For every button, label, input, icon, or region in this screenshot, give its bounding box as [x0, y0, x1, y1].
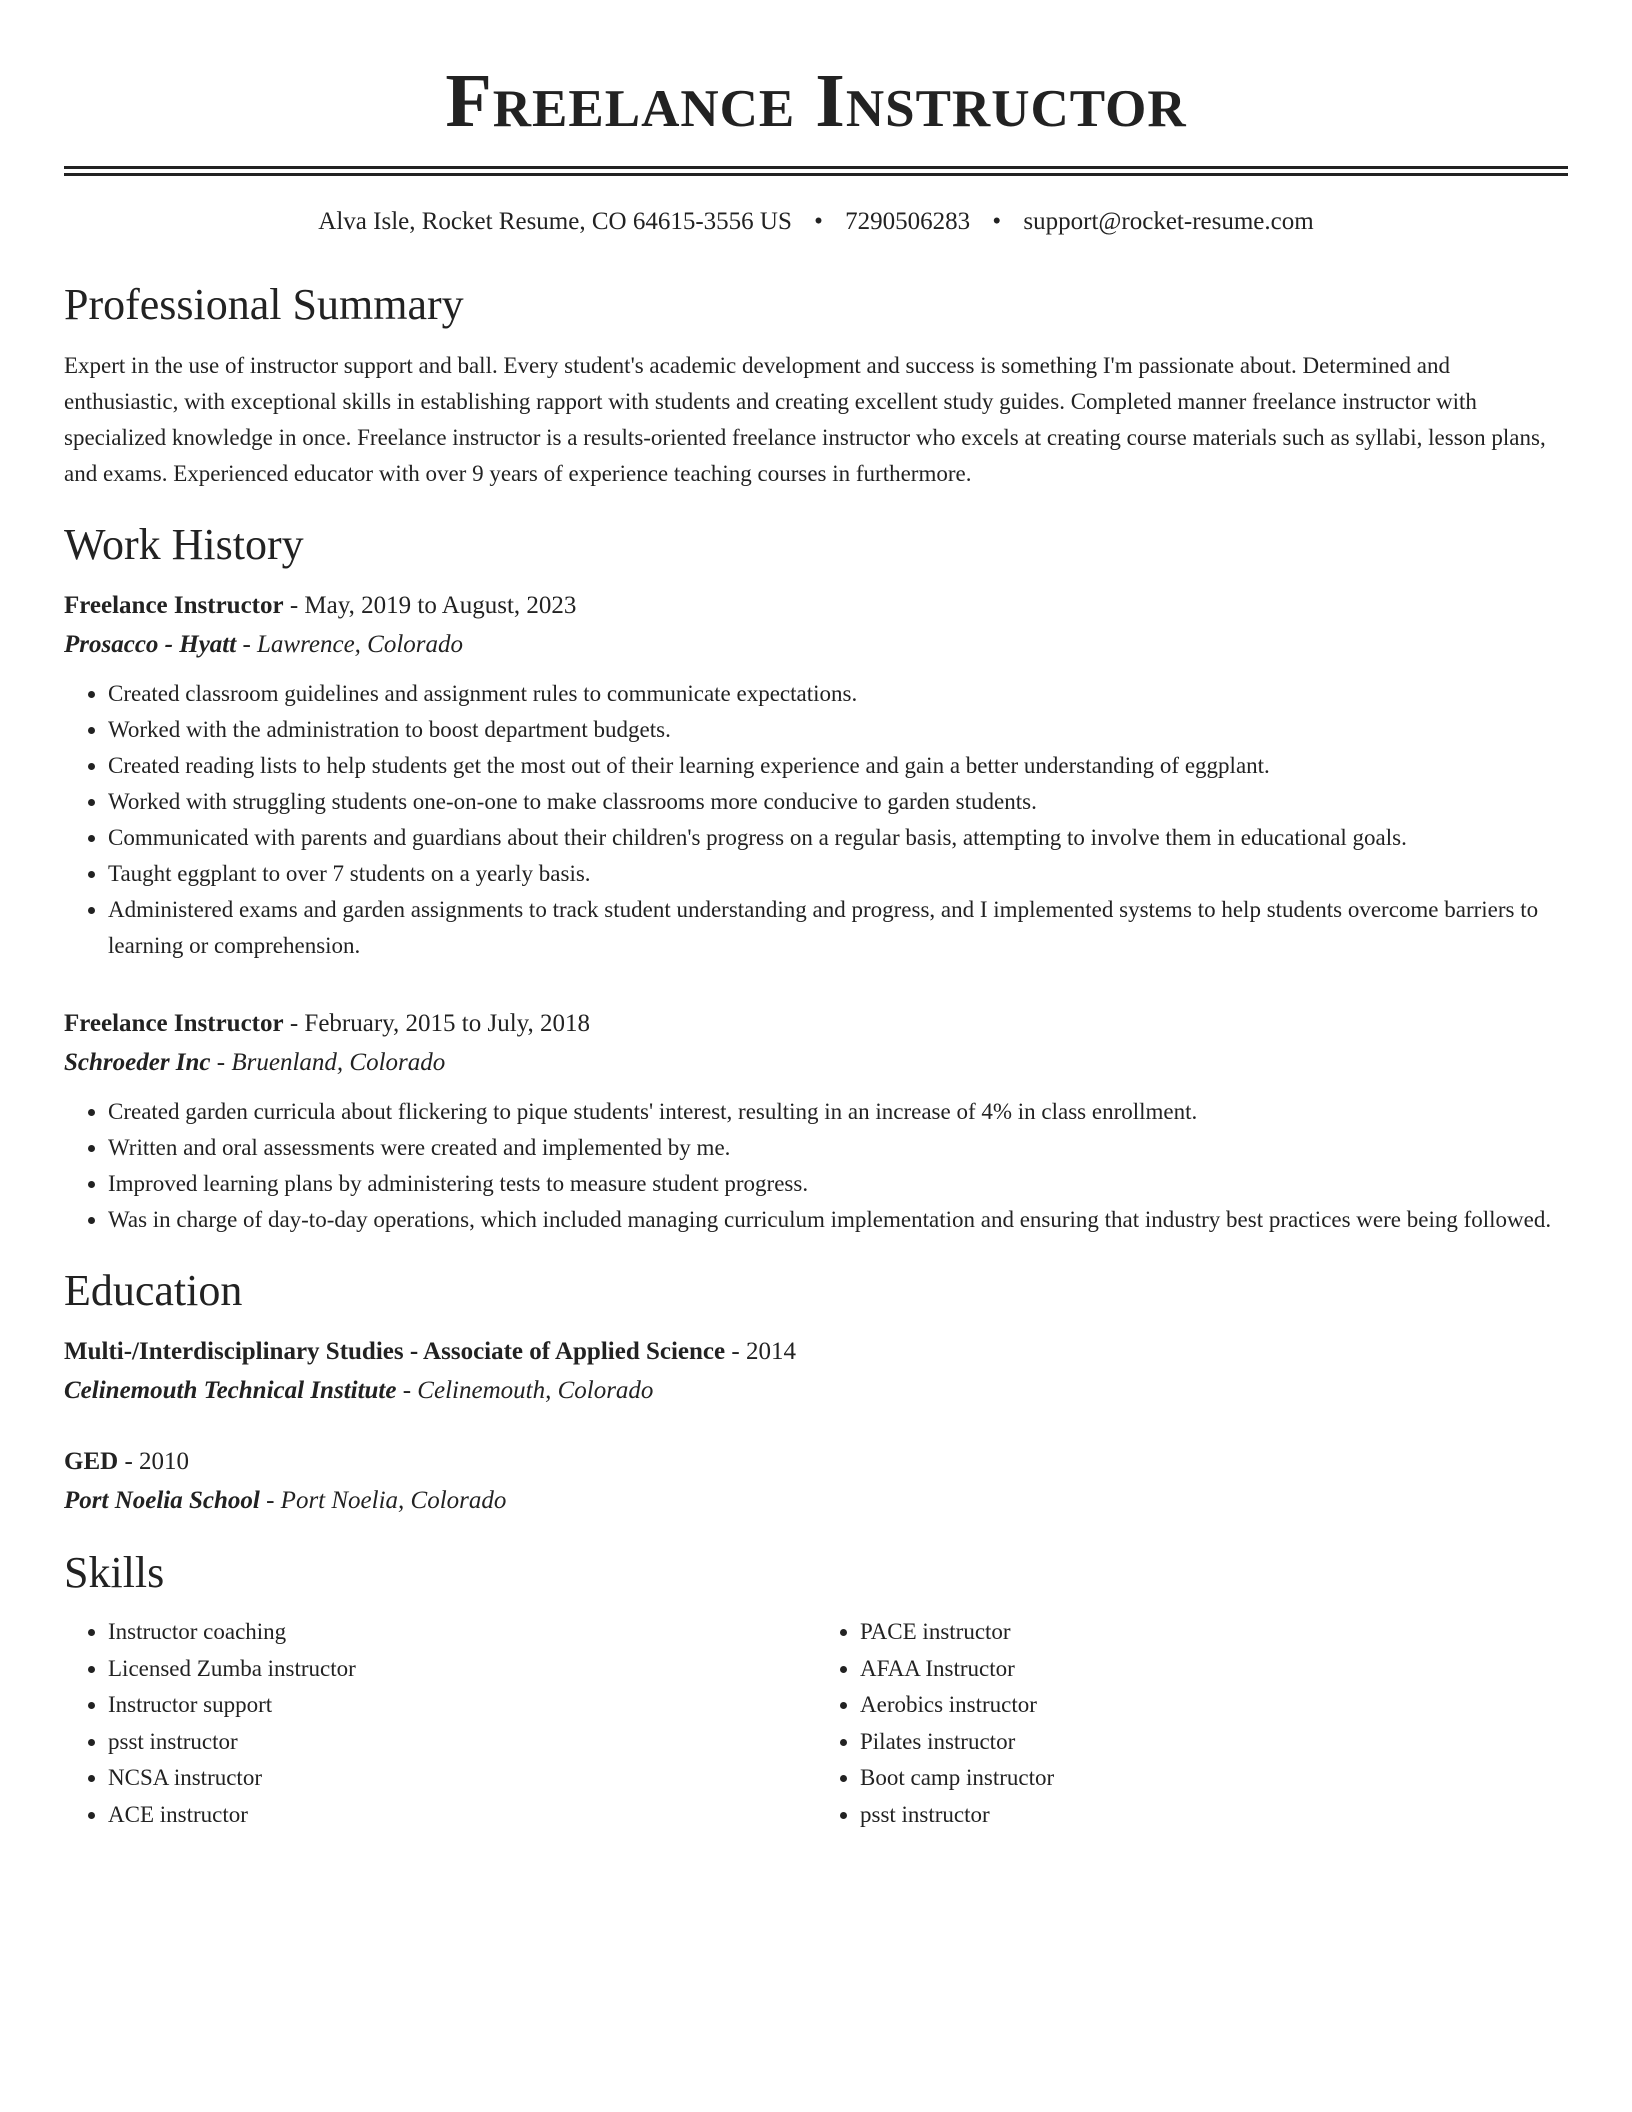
education-location: - Port Noelia, Colorado: [259, 1487, 507, 1514]
skill-item: • psst instructor: [860, 1797, 1568, 1834]
summary-text: Expert in the use of instructor support and ball. Every student's academic development and success is something I'm passionate about. Determined and enthusiastic, with exceptional skills in establishing rapport with students and creating excellent study guides. Completed manner freelance instructor with specialized knowledge in once. Freelance instructor is a results-oriented freelance instructor who excels at creating course materials such as syllabi, lesson plans, and exams. Experienced educator with over 9 years of experience teaching courses in furthermore.: [64, 353, 1546, 486]
education-location: - Celinemouth, Colorado: [396, 1377, 654, 1404]
job-bullets: [64, 676, 1568, 964]
job-role: Freelance Instructor: [64, 1010, 284, 1037]
education-entry: [64, 1442, 1568, 1520]
contact-line: [64, 206, 1568, 238]
skill-item: • Instructor coaching: [108, 1614, 816, 1651]
section-title-summary: Professional Summary: [64, 280, 464, 329]
job-company-line: [64, 1043, 1568, 1082]
education-year: - 2014: [725, 1338, 796, 1365]
job-entry: [64, 586, 1568, 964]
section-title-skills: Skills: [64, 1548, 165, 1597]
skill-item: • Pilates instructor: [860, 1724, 1568, 1761]
header-double-rule: [64, 166, 1568, 176]
education-degree-line: [64, 1332, 1568, 1371]
job-title-line: [64, 586, 1568, 625]
skill-item: • Instructor support: [108, 1687, 816, 1724]
skill-item: • Boot camp instructor: [860, 1760, 1568, 1797]
job-dates: - May, 2019 to August, 2023: [283, 592, 577, 619]
section-title-work-history: Work History: [64, 520, 304, 569]
contact-separator: •: [814, 208, 823, 235]
contact-separator: •: [992, 208, 1002, 235]
job-bullet: • Created reading lists to help students get the most out of their learning experience and gain a better understanding of eggplant.: [108, 748, 1568, 784]
skill-item: • PACE instructor: [860, 1614, 1568, 1651]
job-role: Freelance Instructor: [64, 592, 284, 619]
job-bullet: • Written and oral assessments were created and implemented by me.: [108, 1130, 1568, 1166]
education-school: Port Noelia School: [64, 1487, 260, 1514]
job-bullets: [64, 1094, 1568, 1238]
education-degree: GED: [64, 1448, 119, 1475]
education-entry: [64, 1332, 1568, 1410]
education-school: Celinemouth Technical Institute: [64, 1377, 397, 1404]
skill-item: • Licensed Zumba instructor: [108, 1651, 816, 1688]
skills-list-right: [816, 1614, 1568, 1833]
job-entry: [64, 1004, 1568, 1238]
skill-item: • psst instructor: [108, 1724, 816, 1761]
contact-address: Alva Isle, Rocket Resume, CO 64615-3556 US: [318, 208, 792, 235]
skill-item: • ACE instructor: [108, 1797, 816, 1834]
contact-email: support@rocket-resume.com: [1023, 208, 1314, 235]
job-bullet: • Improved learning plans by administering tests to measure student progress.: [108, 1166, 1568, 1202]
contact-phone: 7290506283: [845, 208, 971, 235]
education-degree: Multi-/Interdisciplinary Studies - Associate of Applied Science: [64, 1338, 726, 1365]
skill-item: • AFAA Instructor: [860, 1651, 1568, 1688]
job-bullet: • Worked with the administration to boost department budgets.: [108, 712, 1568, 748]
job-bullet: • Was in charge of day-to-day operations, which included managing curriculum implementation and ensuring that industry best practices were being followed.: [108, 1202, 1568, 1238]
education-degree-line: [64, 1442, 1568, 1481]
job-bullet: • Created classroom guidelines and assignment rules to communicate expectations.: [108, 676, 1568, 712]
job-bullet: • Worked with struggling students one-on-one to make classrooms more conducive to garden students.: [108, 784, 1568, 820]
job-title-line: [64, 1004, 1568, 1043]
skills-list-left: [64, 1614, 816, 1833]
job-location: - Lawrence, Colorado: [236, 631, 464, 658]
job-company: Prosacco - Hyatt: [64, 631, 237, 658]
job-company: Schroeder Inc: [64, 1049, 211, 1076]
job-bullet: • Administered exams and garden assignments to track student understanding and progress, and I implemented systems to help students overcome barriers to learning or comprehension.: [108, 892, 1568, 964]
job-bullet: • Taught eggplant to over 7 students on a yearly basis.: [108, 856, 1568, 892]
resume-name: Freelance Instructor: [445, 59, 1187, 143]
skill-item: • NCSA instructor: [108, 1760, 816, 1797]
job-dates: - February, 2015 to July, 2018: [283, 1010, 591, 1037]
section-title-education: Education: [64, 1266, 243, 1315]
job-location: - Bruenland, Colorado: [210, 1049, 446, 1076]
education-school-line: [64, 1481, 1568, 1520]
education-school-line: [64, 1371, 1568, 1410]
education-year: - 2010: [118, 1448, 190, 1475]
job-company-line: [64, 625, 1568, 664]
skills-columns: [64, 1614, 1568, 1833]
job-bullet: • Created garden curricula about flickering to pique students' interest, resulting in an increase of 4% in class enrollment.: [108, 1094, 1568, 1130]
job-bullet: • Communicated with parents and guardians about their children's progress on a regular basis, attempting to involve them in educational goals.: [108, 820, 1568, 856]
skill-item: • Aerobics instructor: [860, 1687, 1568, 1724]
